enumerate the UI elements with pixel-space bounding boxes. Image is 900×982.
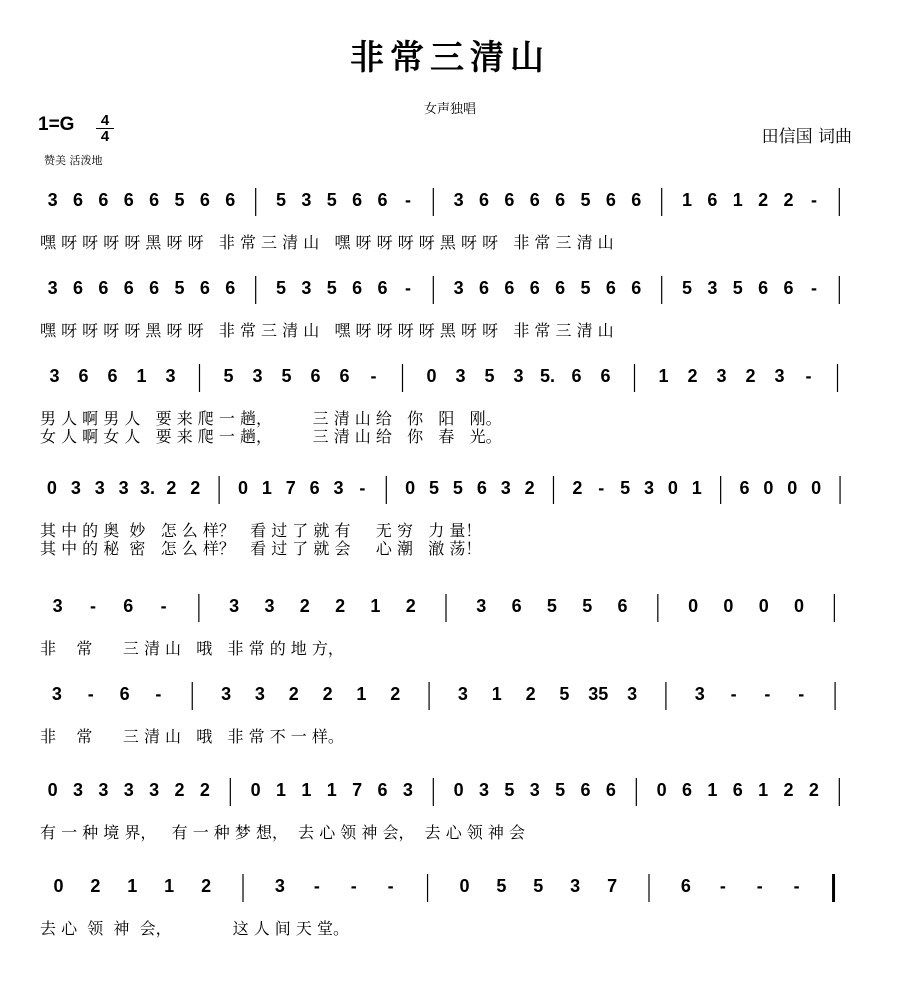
note: 3 <box>457 684 468 704</box>
note: 6 <box>352 190 363 210</box>
note: 0 <box>656 780 667 800</box>
note: 1 <box>136 366 147 386</box>
note: 3 <box>455 366 466 386</box>
note: 6 <box>123 278 134 298</box>
note: 0 <box>688 596 699 616</box>
note: 6 <box>310 366 321 386</box>
note: 0 <box>426 366 437 386</box>
note: 3 <box>774 366 785 386</box>
note: 0 <box>47 780 58 800</box>
note: 0 <box>758 596 769 616</box>
author-credit: 田信国 词曲 <box>761 127 852 147</box>
note: 6 <box>377 780 388 800</box>
note: 6 <box>479 278 490 298</box>
note: 2 <box>199 780 210 800</box>
note: - <box>805 366 812 386</box>
note: 0 <box>237 478 249 498</box>
score-system <box>0 776 900 856</box>
note: 5 <box>496 876 507 896</box>
note: 6 <box>149 190 160 210</box>
note: 1 <box>370 596 381 616</box>
note: 2 <box>299 596 310 616</box>
note: 3 <box>73 780 84 800</box>
note: 3. <box>139 478 155 498</box>
lyric-line: 非 常 三 清 山 哦 非 常 不 一 样。 <box>40 727 344 746</box>
note: 3 <box>570 876 581 896</box>
time-signature-top: 4 <box>100 112 110 129</box>
note: 3 <box>627 684 638 704</box>
note: 0 <box>459 876 470 896</box>
note: 3 <box>118 478 129 498</box>
notation-line <box>0 274 900 318</box>
note: 2 <box>524 478 535 498</box>
lyric-line: 去 心 领 神 会， 这 人 间 天 堂。 <box>40 919 349 938</box>
note: 2 <box>783 190 794 210</box>
note: 3 <box>513 366 524 386</box>
score-system <box>0 592 900 672</box>
note: 2 <box>190 478 201 498</box>
note: 6 <box>529 278 540 298</box>
note: - <box>404 190 411 210</box>
score-system <box>0 474 900 558</box>
note: 6 <box>377 278 388 298</box>
note: 3 <box>94 478 105 498</box>
note: 3 <box>453 190 464 210</box>
note: 3 <box>98 780 109 800</box>
score-system <box>0 274 900 354</box>
lyric-line: 女 人 啊 女 人 要 来 爬 一 趟， 三 清 山 给 你 春 光。 <box>40 427 502 446</box>
note: 5 <box>326 278 337 298</box>
note: - <box>313 876 320 896</box>
note: 2 <box>390 684 401 704</box>
note: 3 <box>47 190 58 210</box>
note: 1 <box>658 366 669 386</box>
note: 6 <box>605 278 616 298</box>
note: 5 <box>452 478 463 498</box>
note: 0 <box>46 478 57 498</box>
note: 1 <box>301 780 312 800</box>
note: 3 <box>716 366 727 386</box>
note: 6 <box>377 190 388 210</box>
note: - <box>350 876 357 896</box>
note: - <box>89 596 96 616</box>
note: 3 <box>301 278 312 298</box>
note: 3 <box>165 366 176 386</box>
note: 7 <box>352 780 363 800</box>
note: - <box>810 190 817 210</box>
note: 6 <box>511 596 522 616</box>
note: 3 <box>264 596 275 616</box>
note: 6 <box>605 780 616 800</box>
time-signature-bottom: 4 <box>100 128 110 145</box>
note: 0 <box>723 596 734 616</box>
note: 5 <box>281 366 292 386</box>
note: 3 <box>402 780 413 800</box>
note: 6 <box>758 278 769 298</box>
note: - <box>730 684 737 704</box>
lyric-line: 嘿 呀 呀 呀 呀 黑 呀 呀 非 常 三 清 山 嘿 呀 呀 呀 呀 黑 呀 呀 非 常 三 清 山 <box>40 321 614 340</box>
note: 2 <box>201 876 212 896</box>
note: 3 <box>221 684 232 704</box>
note: 5 <box>580 190 591 210</box>
note: 6 <box>199 190 210 210</box>
note: 6 <box>123 190 134 210</box>
lyric-line: 其 中 的 秘 密 怎 么 样？ 看 过 了 就 会 心 潮 澈 荡！ <box>40 539 482 558</box>
note: 2 <box>572 478 583 498</box>
note: 1 <box>732 190 743 210</box>
note: 6 <box>783 278 794 298</box>
tempo-marking: 赞美 活泼地 <box>44 154 103 167</box>
note: - <box>87 684 94 704</box>
note: 6 <box>225 278 236 298</box>
note: 5 <box>276 278 287 298</box>
note: 2 <box>90 876 101 896</box>
note: 2 <box>687 366 698 386</box>
note: 5 <box>429 478 440 498</box>
note: 6 <box>682 780 693 800</box>
note: 6 <box>119 684 130 704</box>
note: - <box>404 278 411 298</box>
note: 6 <box>476 478 487 498</box>
note: 5 <box>174 278 185 298</box>
note: 5 <box>326 190 337 210</box>
note: 2 <box>808 780 819 800</box>
note: 3 <box>254 684 265 704</box>
note: 6 <box>555 190 566 210</box>
note: - <box>798 684 805 704</box>
note: 1 <box>758 780 769 800</box>
note: 3 <box>51 684 62 704</box>
note: - <box>359 478 366 498</box>
note: 5 <box>620 478 631 498</box>
note: 1 <box>164 876 175 896</box>
note: 5 <box>504 780 515 800</box>
note: 3 <box>694 684 705 704</box>
time-signature <box>96 114 114 143</box>
note: 0 <box>667 478 678 498</box>
note: 6 <box>309 478 320 498</box>
note: 2 <box>322 684 333 704</box>
note: 7 <box>607 876 618 896</box>
note: 5 <box>682 278 693 298</box>
note: 6 <box>98 278 109 298</box>
note: 5 <box>174 190 185 210</box>
note: 6 <box>73 278 84 298</box>
note: 1 <box>127 876 138 896</box>
note: 6 <box>707 190 718 210</box>
note: 1 <box>276 780 287 800</box>
note: - <box>387 876 394 896</box>
note: 5 <box>546 596 557 616</box>
lyric-line: 男 人 啊 男 人 要 来 爬 一 趟， 三 清 山 给 你 阳 刚。 <box>40 409 502 428</box>
notation-line <box>0 872 900 916</box>
note: 3 <box>149 780 160 800</box>
note: 6 <box>600 366 611 386</box>
key-signature: 1=G <box>38 114 75 135</box>
note: 1 <box>682 190 693 210</box>
note: 6 <box>680 876 691 896</box>
note: 3 <box>70 478 81 498</box>
note: 0 <box>811 478 822 498</box>
notation-line <box>0 186 900 230</box>
note: 6 <box>504 278 515 298</box>
score-system <box>0 680 900 760</box>
note: 6 <box>479 190 490 210</box>
note: 6 <box>571 366 582 386</box>
note: 6 <box>225 190 236 210</box>
note: 35 <box>588 684 609 704</box>
note: - <box>719 876 726 896</box>
note: 2 <box>166 478 177 498</box>
note: 3 <box>229 596 240 616</box>
note: 6 <box>339 366 350 386</box>
note: - <box>598 478 605 498</box>
note: 3 <box>123 780 134 800</box>
note: 3 <box>49 366 60 386</box>
note: 3 <box>500 478 511 498</box>
note: 3 <box>476 596 487 616</box>
note: 3 <box>453 278 464 298</box>
note: 5 <box>580 278 591 298</box>
note: 3 <box>707 278 718 298</box>
note: - <box>160 596 167 616</box>
note: 0 <box>405 478 416 498</box>
note: 1 <box>707 780 718 800</box>
note: 2 <box>174 780 185 800</box>
note: - <box>370 366 377 386</box>
lyric-line: 嘿 呀 呀 呀 呀 黑 呀 呀 非 常 三 清 山 嘿 呀 呀 呀 呀 黑 呀 呀 非 常 三 清 山 <box>40 233 614 252</box>
note: - <box>756 876 763 896</box>
notation-line <box>0 592 900 636</box>
note: 3 <box>333 478 344 498</box>
lyric-line: 非 常 三 清 山 哦 非 常 的 地 方， <box>40 639 344 658</box>
note: 3 <box>252 366 263 386</box>
note: 6 <box>732 780 743 800</box>
note: 5 <box>276 190 287 210</box>
note: 6 <box>149 278 160 298</box>
note: 6 <box>529 190 540 210</box>
note: 3 <box>301 190 312 210</box>
score-system <box>0 186 900 266</box>
note: 1 <box>356 684 367 704</box>
song-title: 非常三清山 <box>350 38 550 78</box>
note: 0 <box>794 596 805 616</box>
note: 6 <box>504 190 515 210</box>
lyric-line: 有 一 种 境 界， 有 一 种 梦 想， 去 心 领 神 会， 去 心 领 神 会 <box>40 823 525 842</box>
note: 6 <box>631 278 642 298</box>
note: - <box>810 278 817 298</box>
note: 0 <box>453 780 464 800</box>
note: 5 <box>555 780 566 800</box>
note: 6 <box>555 278 566 298</box>
notation-line <box>0 362 900 406</box>
note: 5 <box>732 278 743 298</box>
note: 3 <box>529 780 540 800</box>
note: 1 <box>691 478 702 498</box>
note: 3 <box>479 780 490 800</box>
note: 0 <box>250 780 261 800</box>
note: 6 <box>199 278 210 298</box>
note: 3 <box>52 596 63 616</box>
notation-line <box>0 776 900 820</box>
note: - <box>793 876 800 896</box>
note: 2 <box>745 366 756 386</box>
note: 6 <box>352 278 363 298</box>
note: 1 <box>326 780 337 800</box>
note: 6 <box>605 190 616 210</box>
score-system <box>0 872 900 952</box>
note: 5 <box>484 366 495 386</box>
note: 5 <box>223 366 234 386</box>
note: 5. <box>539 366 556 386</box>
note: - <box>155 684 162 704</box>
note: 6 <box>73 190 84 210</box>
note: 2 <box>525 684 536 704</box>
note: 2 <box>405 596 416 616</box>
note: 6 <box>78 366 89 386</box>
subtitle-performance: 女声独唱 <box>423 102 476 117</box>
notation-line <box>0 680 900 724</box>
note: 3 <box>643 478 655 498</box>
note: 6 <box>123 596 134 616</box>
note: 6 <box>580 780 591 800</box>
note: 5 <box>559 684 570 704</box>
note: 0 <box>787 478 798 498</box>
note: 2 <box>783 780 794 800</box>
score-system <box>0 362 900 446</box>
note: 0 <box>763 478 774 498</box>
note: 6 <box>107 366 118 386</box>
note: - <box>764 684 771 704</box>
note: 1 <box>261 478 272 498</box>
note: 3 <box>47 278 58 298</box>
note: 5 <box>582 596 593 616</box>
note: 3 <box>274 876 285 896</box>
note: 6 <box>739 478 750 498</box>
note: 1 <box>491 684 502 704</box>
note: 2 <box>758 190 769 210</box>
note: 5 <box>533 876 544 896</box>
notation-line <box>0 474 900 518</box>
note: 0 <box>53 876 64 896</box>
note: 6 <box>98 190 109 210</box>
note: 6 <box>617 596 628 616</box>
note: 2 <box>288 684 299 704</box>
note: 7 <box>285 478 296 498</box>
note: 6 <box>631 190 642 210</box>
lyric-line: 其 中 的 奥 妙 怎 么 样？ 看 过 了 就 有 无 穷 力 量！ <box>40 521 482 540</box>
note: 2 <box>335 596 346 616</box>
